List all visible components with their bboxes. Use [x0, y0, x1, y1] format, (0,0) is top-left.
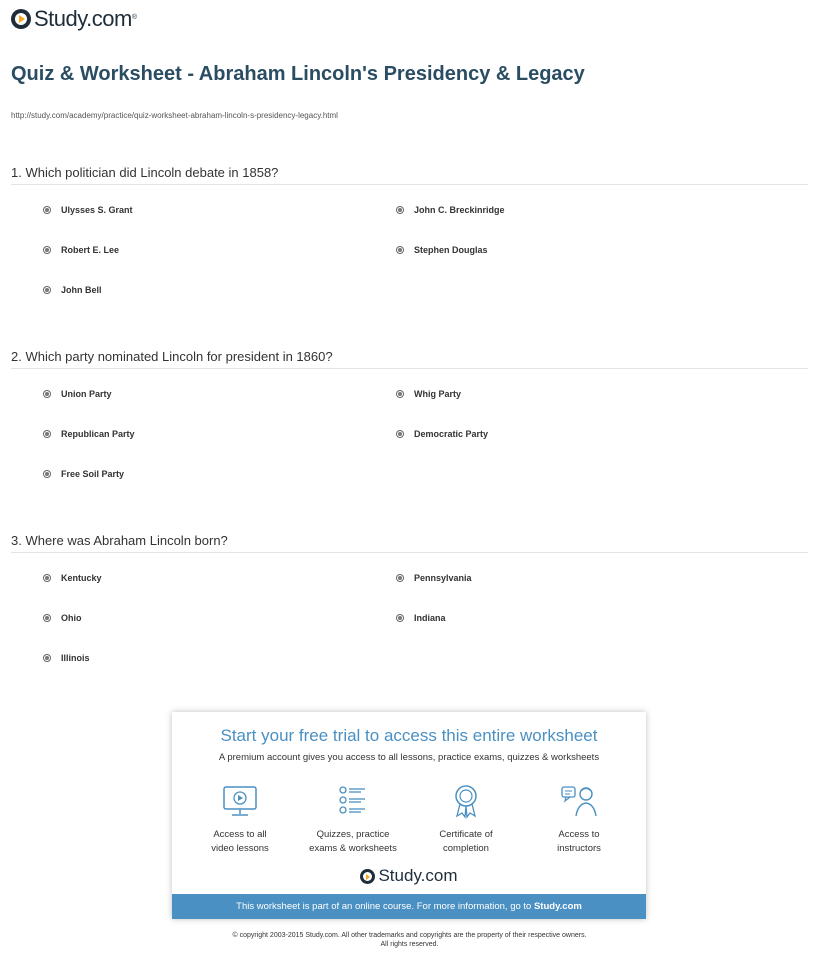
- answer-option[interactable]: John Bell: [43, 285, 102, 295]
- answer-option[interactable]: Stephen Douglas: [396, 245, 488, 255]
- promo-subline: A premium account gives you access to all lessons, practice exams, quizzes & worksheets: [218, 752, 600, 763]
- promo-headline[interactable]: Start your free trial to access this entire worksheet: [220, 726, 598, 745]
- answer-option[interactable]: Robert E. Lee: [43, 245, 119, 255]
- radio-icon[interactable]: [43, 246, 51, 254]
- radio-icon[interactable]: [43, 470, 51, 478]
- copyright-notice: © copyright 2003-2015 Study.com. All other trademarks and copyrights are the property of their respective owners. All rights reserved.: [232, 932, 587, 948]
- instructor-icon: [559, 782, 599, 822]
- feature-video-lessons: Access to all video lessons: [185, 782, 295, 856]
- question-3-text: 3. Where was Abraham Lincoln born?: [11, 533, 228, 548]
- feature-certificate: Certificate of completion: [411, 782, 521, 856]
- brand-name: Study.com: [34, 6, 132, 31]
- certificate-icon: [446, 782, 486, 822]
- question-divider: [11, 552, 808, 553]
- answer-option[interactable]: John C. Breckinridge: [396, 205, 505, 215]
- promo-study-logo[interactable]: Study.com: [172, 866, 646, 886]
- promo-info-bar: This worksheet is part of an online course. For more information, go to Study.com: [172, 894, 646, 919]
- radio-icon[interactable]: [396, 206, 404, 214]
- answer-option[interactable]: Republican Party: [43, 429, 135, 439]
- answer-option[interactable]: Pennsylvania: [396, 573, 472, 583]
- trademark-symbol: ®: [131, 14, 137, 21]
- feature-instructors: Access to instructors: [524, 782, 634, 856]
- page-title: Quiz & Worksheet - Abraham Lincoln's Presidency & Legacy: [11, 63, 585, 85]
- answer-option[interactable]: Union Party: [43, 389, 112, 399]
- study-logo[interactable]: [11, 6, 137, 32]
- answer-option[interactable]: Ohio: [43, 613, 82, 623]
- radio-icon[interactable]: [396, 246, 404, 254]
- play-logo-icon: [360, 869, 375, 884]
- radio-icon[interactable]: [43, 206, 51, 214]
- answer-option[interactable]: Kentucky: [43, 573, 102, 583]
- play-logo-icon: [11, 9, 31, 29]
- quiz-list-icon: [333, 782, 373, 822]
- video-lesson-icon: [220, 782, 260, 822]
- question-2-text: 2. Which party nominated Lincoln for president in 1860?: [11, 349, 333, 364]
- feature-quizzes: Quizzes, practice exams & worksheets: [298, 782, 408, 856]
- radio-icon[interactable]: [43, 654, 51, 662]
- answer-option[interactable]: Ulysses S. Grant: [43, 205, 133, 215]
- radio-icon[interactable]: [396, 390, 404, 398]
- radio-icon[interactable]: [43, 286, 51, 294]
- question-divider: [11, 184, 808, 185]
- study-link[interactable]: Study.com: [533, 901, 582, 912]
- radio-icon[interactable]: [43, 390, 51, 398]
- answer-option[interactable]: Democratic Party: [396, 429, 488, 439]
- answer-option[interactable]: Illinois: [43, 653, 90, 663]
- radio-icon[interactable]: [396, 614, 404, 622]
- page-url: http://study.com/academy/practice/quiz-worksheet-abraham-lincoln-s-presidency-legacy.html: [11, 111, 338, 120]
- question-1-text: 1. Which politician did Lincoln debate in 1858?: [11, 165, 279, 180]
- radio-icon[interactable]: [43, 614, 51, 622]
- answer-option[interactable]: Whig Party: [396, 389, 461, 399]
- question-divider: [11, 368, 808, 369]
- radio-icon[interactable]: [43, 574, 51, 582]
- radio-icon[interactable]: [43, 430, 51, 438]
- radio-icon[interactable]: [396, 430, 404, 438]
- radio-icon[interactable]: [396, 574, 404, 582]
- free-trial-promo: [172, 712, 646, 919]
- answer-option[interactable]: Indiana: [396, 613, 446, 623]
- answer-option[interactable]: Free Soil Party: [43, 469, 124, 479]
